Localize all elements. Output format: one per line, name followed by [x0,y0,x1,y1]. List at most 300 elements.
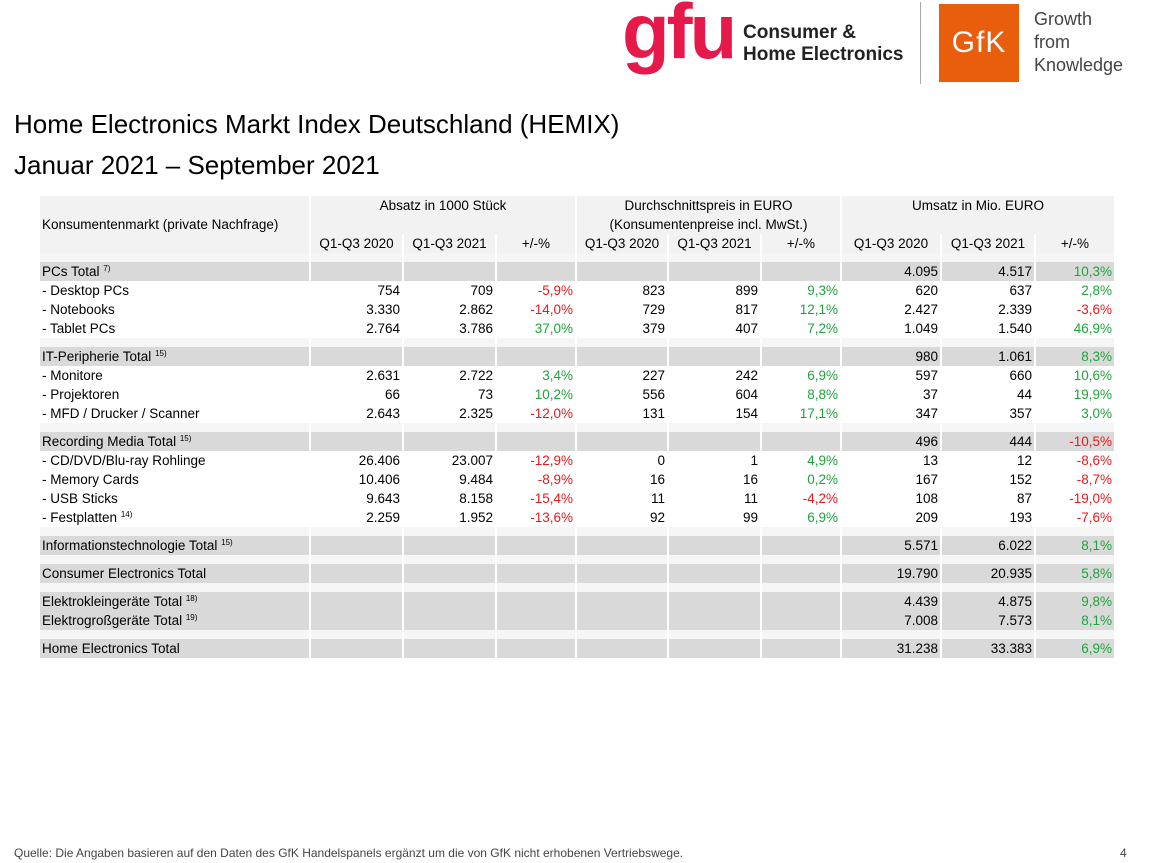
total-row [40,432,1115,451]
cell-up: 19,9% [1035,385,1115,404]
spacer-cell [668,630,761,639]
row-label-text: Informationstechnologie Total [42,538,218,553]
cell-u1: 347 [841,404,941,423]
cell-up: 2,8% [1035,281,1115,300]
spacer-cell [668,583,761,592]
cell-pp [761,611,841,630]
spacer-cell [40,583,310,592]
cell-u1: 5.571 [841,536,941,555]
cell-a2: 2.862 [403,300,496,319]
table-row [40,404,1115,423]
row-label [40,611,310,630]
spacer-cell [841,583,941,592]
cell-u2: 12 [941,451,1035,470]
cell-up: -8,6% [1035,451,1115,470]
cell-u1: 31.238 [841,639,941,658]
cell-p2 [668,611,761,630]
spacer-cell [403,423,496,432]
cell-pp [761,347,841,366]
spacer-cell [403,527,496,536]
spacer-cell [941,583,1035,592]
spacer-cell [310,555,403,564]
spacer-cell [496,630,576,639]
cell-a2 [403,262,496,281]
spacer-cell [1035,338,1115,347]
cell-p1 [576,592,668,611]
gfk-tagline-2: from [1034,32,1070,52]
cell-pp: 4,9% [761,451,841,470]
cell-u1: 108 [841,489,941,508]
spacer-cell [1035,253,1115,262]
cell-u2: 4.517 [941,262,1035,281]
cell-u1: 1.049 [841,319,941,338]
col-p-pct: +/-% [761,234,841,253]
col-u-pct: +/-% [1035,234,1115,253]
cell-p1: 0 [576,451,668,470]
cell-a1: 2.764 [310,319,403,338]
cell-p2: 817 [668,300,761,319]
spacer-cell [40,338,310,347]
group-preis: Durchschnittspreis in EURO [576,196,841,215]
cell-u1: 980 [841,347,941,366]
row-label [40,592,310,611]
spacer-cell [668,555,761,564]
cell-a2: 8.158 [403,489,496,508]
header-empty [40,196,310,215]
cell-u1: 13 [841,451,941,470]
spacer-cell [668,253,761,262]
cell-a1 [310,536,403,555]
cell-p2: 604 [668,385,761,404]
hemix-table [40,196,1116,658]
cell-p2 [668,347,761,366]
spacer-cell [941,630,1035,639]
row-label [40,385,310,404]
header-empty [841,215,1115,234]
spacer-cell [40,423,310,432]
footnote-marker: 18) [185,594,198,603]
gfu-subtitle [743,22,904,66]
total-row [40,347,1115,366]
gfk-tagline-1: Growth [1034,9,1093,29]
spacer-cell [310,338,403,347]
cell-a2: 709 [403,281,496,300]
cell-up: 10,3% [1035,262,1115,281]
spacer-cell [496,338,576,347]
spacer-row [40,338,1115,347]
table-row [40,366,1115,385]
cell-u2: 20.935 [941,564,1035,583]
spacer-cell [310,527,403,536]
row-label [40,432,310,451]
spacer-cell [403,630,496,639]
footnote-marker: 14) [120,510,133,519]
cell-up: 8,3% [1035,347,1115,366]
cell-p1 [576,564,668,583]
row-label [40,639,310,658]
spacer-cell [496,555,576,564]
cell-pp: 6,9% [761,366,841,385]
row-label [40,262,310,281]
row-label-text: Elektrokleingeräte Total [42,594,183,609]
cell-p1 [576,639,668,658]
row-label-text: - Notebooks [42,302,115,317]
cell-a1: 9.643 [310,489,403,508]
cell-pp: 12,1% [761,300,841,319]
row-label [40,451,310,470]
cell-up: 46,9% [1035,319,1115,338]
spacer-cell [576,555,668,564]
col-p-y2: Q1-Q3 2021 [668,234,761,253]
row-label-text: - CD/DVD/Blu-ray Rohlinge [42,453,206,468]
row-label-text: Elektrogroßgeräte Total [42,613,183,628]
col-a-y2: Q1-Q3 2021 [403,234,496,253]
cell-pp: 9,3% [761,281,841,300]
cell-u2: 1.540 [941,319,1035,338]
cell-a1 [310,611,403,630]
spacer-cell [1035,527,1115,536]
total-row [40,536,1115,555]
col-u-y1: Q1-Q3 2020 [841,234,941,253]
cell-p1 [576,432,668,451]
spacer-cell [841,423,941,432]
spacer-cell [310,630,403,639]
cell-a2 [403,432,496,451]
cell-ap: -12,0% [496,404,576,423]
cell-pp [761,536,841,555]
header-empty [310,215,576,234]
cell-p1: 16 [576,470,668,489]
row-label-text: - Festplatten [42,510,118,525]
header-row-columns [40,234,1115,253]
cell-pp: 7,2% [761,319,841,338]
cell-u1: 4.095 [841,262,941,281]
cell-u1: 167 [841,470,941,489]
spacer-cell [576,423,668,432]
cell-ap [496,262,576,281]
spacer-cell [841,253,941,262]
spacer-cell [40,253,310,262]
total-row [40,262,1115,281]
cell-p1 [576,262,668,281]
cell-a1: 754 [310,281,403,300]
cell-a2 [403,536,496,555]
cell-u2: 193 [941,508,1035,527]
spacer-row [40,583,1115,592]
cell-pp: 8,8% [761,385,841,404]
page-subtitle: Januar 2021 – September 2021 [14,150,380,180]
cell-p2 [668,564,761,583]
spacer-cell [403,338,496,347]
cell-a1: 10.406 [310,470,403,489]
cell-p1: 92 [576,508,668,527]
cell-ap: -12,9% [496,451,576,470]
cell-a2 [403,639,496,658]
cell-pp: 17,1% [761,404,841,423]
spacer-cell [761,527,841,536]
spacer-cell [496,583,576,592]
footnote-marker: 15) [155,349,167,358]
cell-ap [496,592,576,611]
table-row [40,281,1115,300]
spacer-cell [310,583,403,592]
cell-u1: 4.439 [841,592,941,611]
row-label-text: - Projektoren [42,387,120,402]
cell-u2: 44 [941,385,1035,404]
spacer-cell [576,630,668,639]
spacer-row [40,630,1115,639]
cell-u1: 209 [841,508,941,527]
spacer-cell [941,527,1035,536]
spacer-cell [761,555,841,564]
cell-a1 [310,347,403,366]
cell-ap: -8,9% [496,470,576,489]
row-label [40,564,310,583]
cell-up: -3,6% [1035,300,1115,319]
spacer-row [40,527,1115,536]
spacer-cell [1035,630,1115,639]
cell-u2: 637 [941,281,1035,300]
cell-up: 9,8% [1035,592,1115,611]
page-number: 4 [1120,846,1127,860]
cell-up: 8,1% [1035,611,1115,630]
spacer-cell [40,527,310,536]
cell-pp [761,564,841,583]
cell-a1: 2.631 [310,366,403,385]
cell-ap: 10,2% [496,385,576,404]
cell-p2: 407 [668,319,761,338]
spacer-cell [841,338,941,347]
cell-a1 [310,592,403,611]
cell-ap: 3,4% [496,366,576,385]
cell-u1: 19.790 [841,564,941,583]
cell-u2: 7.573 [941,611,1035,630]
footnote-marker: 15) [221,538,233,547]
cell-u2: 1.061 [941,347,1035,366]
cell-p2 [668,536,761,555]
spacer-cell [403,253,496,262]
row-label [40,347,310,366]
cell-ap: -14,0% [496,300,576,319]
cell-a2: 9.484 [403,470,496,489]
cell-a1 [310,432,403,451]
cell-p1: 556 [576,385,668,404]
spacer-cell [761,630,841,639]
row-label [40,281,310,300]
spacer-cell [40,555,310,564]
spacer-cell [761,423,841,432]
page-title: Home Electronics Markt Index Deutschland (HEMIX) [14,109,620,139]
cell-u2: 33.383 [941,639,1035,658]
cell-ap [496,432,576,451]
cell-p2 [668,639,761,658]
cell-pp [761,432,841,451]
row-label-text: Consumer Electronics Total [42,566,207,581]
cell-u2: 87 [941,489,1035,508]
spacer-cell [576,583,668,592]
spacer-cell [576,338,668,347]
spacer-cell [496,527,576,536]
cell-a2: 2.722 [403,366,496,385]
row-label-text: Recording Media Total [42,434,177,449]
gfu-subtitle-line1: Consumer & [743,22,856,43]
cell-up: 10,6% [1035,366,1115,385]
gfu-logo: gfu [622,0,735,75]
row-label-text: - Memory Cards [42,472,139,487]
cell-pp: -4,2% [761,489,841,508]
row-label [40,508,310,527]
cell-ap [496,347,576,366]
cell-up: -19,0% [1035,489,1115,508]
total-row [40,564,1115,583]
cell-a2 [403,592,496,611]
spacer-cell [941,555,1035,564]
row-label-text: - Tablet PCs [42,321,116,336]
spacer-cell [496,253,576,262]
table-row [40,451,1115,470]
spacer-cell [941,423,1035,432]
cell-a1 [310,564,403,583]
cell-p2: 899 [668,281,761,300]
table-row [40,470,1115,489]
col-a-y1: Q1-Q3 2020 [310,234,403,253]
row-label-text: - Monitore [42,368,103,383]
cell-ap: -5,9% [496,281,576,300]
cell-a1: 2.643 [310,404,403,423]
cell-u1: 496 [841,432,941,451]
spacer-cell [841,527,941,536]
spacer-cell [841,555,941,564]
cell-a2: 2.325 [403,404,496,423]
cell-ap [496,564,576,583]
spacer-cell [403,583,496,592]
cell-u2: 6.022 [941,536,1035,555]
col-u-y2: Q1-Q3 2021 [941,234,1035,253]
total-row [40,639,1115,658]
footnote-marker: 7) [103,264,111,273]
cell-p1: 11 [576,489,668,508]
cell-ap [496,611,576,630]
cell-a2 [403,347,496,366]
cell-up: 6,9% [1035,639,1115,658]
spacer-cell [761,253,841,262]
row-label-text: - Desktop PCs [42,283,130,298]
cell-p1: 227 [576,366,668,385]
spacer-cell [40,630,310,639]
row-label-text: - MFD / Drucker / Scanner [42,406,200,421]
cell-u2: 4.875 [941,592,1035,611]
cell-a1 [310,639,403,658]
spacer-cell [668,527,761,536]
cell-p1: 729 [576,300,668,319]
spacer-row [40,253,1115,262]
group-preis-sub: (Konsumentenpreise incl. MwSt.) [576,215,841,234]
cell-ap: -13,6% [496,508,576,527]
cell-pp [761,262,841,281]
table-row [40,489,1115,508]
spacer-cell [310,253,403,262]
cell-up: -8,7% [1035,470,1115,489]
cell-p2 [668,432,761,451]
cell-a1: 3.330 [310,300,403,319]
row-label [40,536,310,555]
table-row [40,319,1115,338]
cell-p2: 16 [668,470,761,489]
spacer-cell [496,423,576,432]
spacer-cell [941,338,1035,347]
spacer-cell [668,338,761,347]
gfk-tagline [1034,8,1123,77]
cell-ap: 37,0% [496,319,576,338]
cell-p2: 11 [668,489,761,508]
spacer-cell [576,527,668,536]
header-empty [40,234,310,253]
cell-p1: 379 [576,319,668,338]
cell-p2: 1 [668,451,761,470]
page-header [0,0,1162,95]
cell-p2: 154 [668,404,761,423]
spacer-cell [576,253,668,262]
gfk-tagline-3: Knowledge [1034,55,1124,75]
footnote-marker: 19) [185,613,198,622]
cell-p2: 99 [668,508,761,527]
cell-u1: 7.008 [841,611,941,630]
row-label-text: Home Electronics Total [42,641,180,656]
cell-u2: 2.339 [941,300,1035,319]
spacer-cell [668,423,761,432]
col-p-y1: Q1-Q3 2020 [576,234,668,253]
cell-p1 [576,536,668,555]
market-label: Konsumentenmarkt (private Nachfrage) [40,215,310,234]
cell-a1 [310,262,403,281]
cell-pp: 0,2% [761,470,841,489]
spacer-cell [1035,555,1115,564]
spacer-row [40,423,1115,432]
spacer-row [40,555,1115,564]
cell-ap: -15,4% [496,489,576,508]
table-row [40,385,1115,404]
cell-u2: 357 [941,404,1035,423]
gfk-logo: GfK [939,4,1019,82]
cell-pp: 6,9% [761,508,841,527]
row-label [40,300,310,319]
cell-p1: 131 [576,404,668,423]
cell-u1: 2.427 [841,300,941,319]
col-a-pct: +/-% [496,234,576,253]
cell-up: 3,0% [1035,404,1115,423]
cell-ap [496,536,576,555]
cell-p1 [576,611,668,630]
group-absatz: Absatz in 1000 Stück [310,196,576,215]
spacer-cell [403,555,496,564]
cell-pp [761,639,841,658]
cell-u2: 444 [941,432,1035,451]
cell-p2 [668,592,761,611]
cell-a2 [403,564,496,583]
spacer-cell [841,630,941,639]
cell-p1 [576,347,668,366]
spacer-cell [761,583,841,592]
cell-a1: 66 [310,385,403,404]
row-label [40,404,310,423]
spacer-cell [1035,583,1115,592]
total-row [40,611,1115,630]
cell-a1: 2.259 [310,508,403,527]
row-label-text: PCs Total [42,264,100,279]
row-label [40,366,310,385]
cell-u1: 37 [841,385,941,404]
gfu-subtitle-line2: Home Electronics [743,44,904,65]
